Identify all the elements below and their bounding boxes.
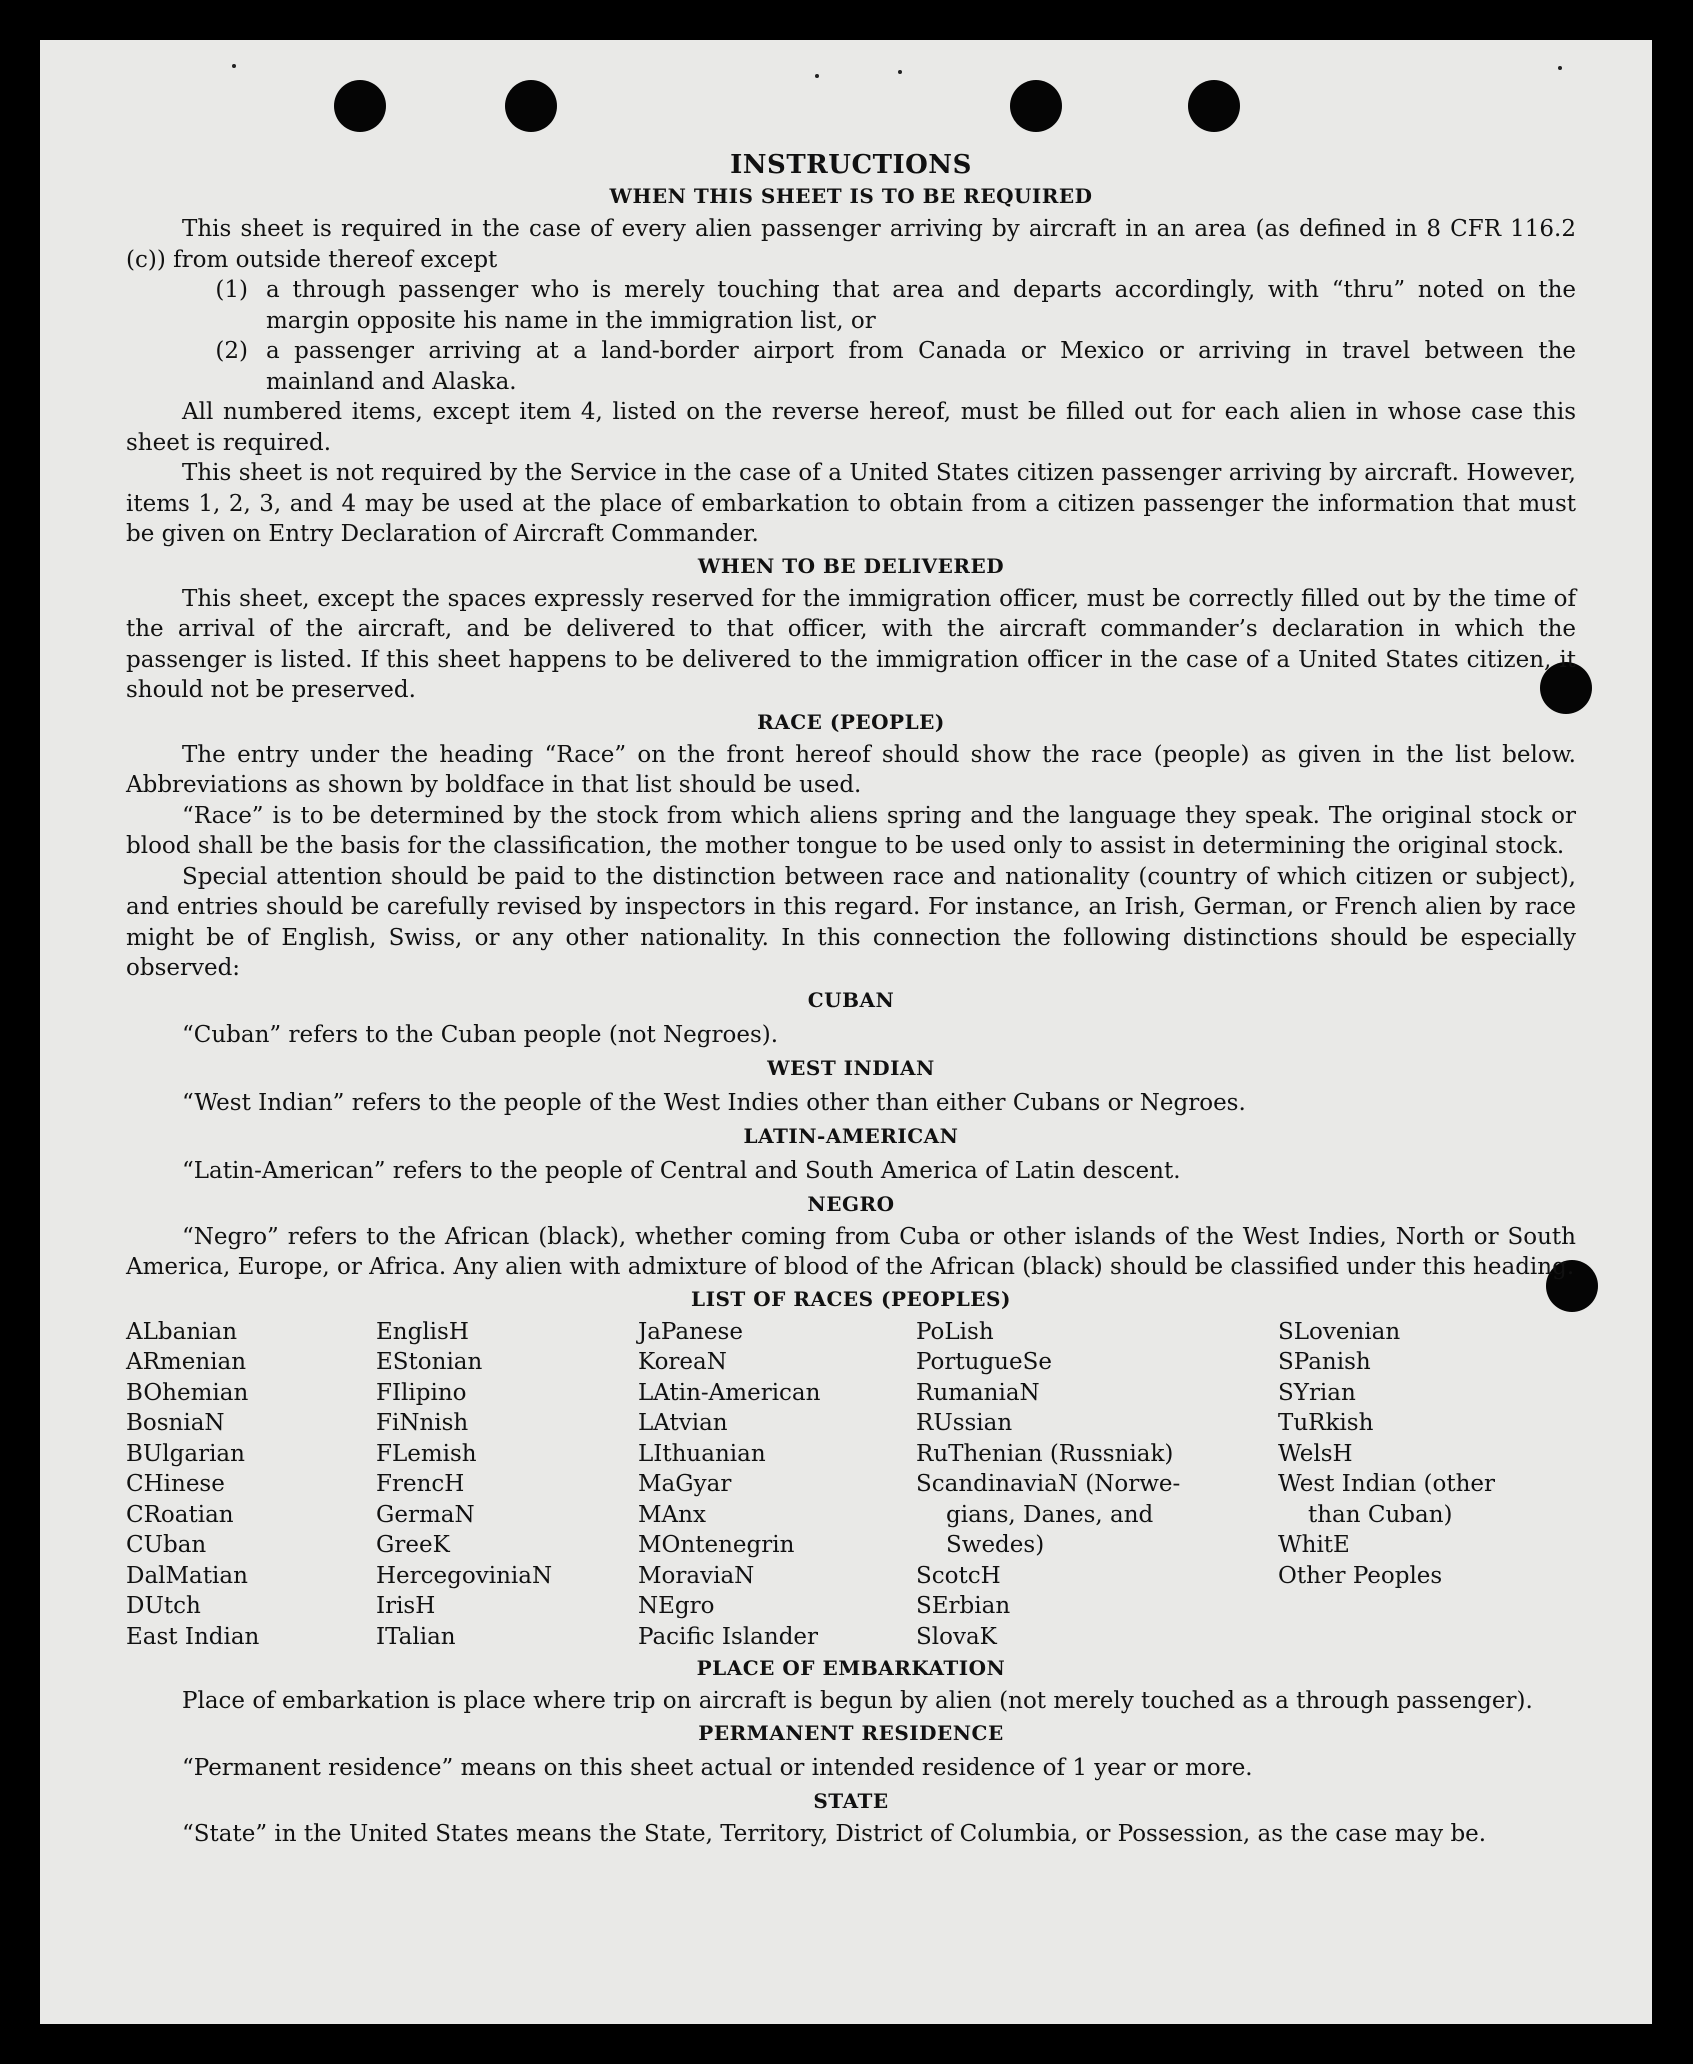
- race-entry: IrisH: [376, 1593, 436, 1619]
- race-entry: EnglisH: [376, 1318, 469, 1345]
- race-entry: West Indian (other: [1278, 1471, 1496, 1497]
- heading-embarkation: PLACE OF EMBARKATION: [696, 1656, 1006, 1680]
- race-para2: “Race” is to be determined by the stock from which aliens spring and the language they speak. The original stock or blood shall be the basis for the classification, the mother tongue to be used only to assist in determining the original stock.: [126, 802, 1576, 859]
- race-entry: PoLish: [916, 1318, 994, 1345]
- embarkation-definition: Place of embarkation is place where trip on aircraft is begun by alien (not merely touched as a through passenger).: [182, 1688, 1533, 1714]
- races-list: [126, 1317, 1576, 1653]
- race-entry: RUssian: [916, 1410, 1013, 1436]
- exception-number: (2): [215, 338, 248, 364]
- race-entry: CHinese: [126, 1471, 225, 1497]
- heading-race: RACE (PEOPLE): [757, 709, 945, 734]
- cuban-definition: “Cuban” refers to the Cuban people (not Negroes).: [182, 1021, 779, 1048]
- exception-number: (1): [215, 277, 248, 303]
- race-para3: Special attention should be paid to the distinction between race and nationality (country of which citizen or subject), and entries should be carefully revised by inspectors in this regard. For instance, an Irish, German, or French alien by race might be of English, Swiss, or any other nationality. In this connection the following distinctions should be especially observed:: [126, 863, 1576, 981]
- race-entry: SPanish: [1278, 1349, 1371, 1375]
- race-entry: EStonian: [376, 1349, 483, 1375]
- race-entry: KoreaN: [638, 1349, 727, 1375]
- race-entry: PortugueSe: [916, 1349, 1052, 1375]
- race-entry: WelsH: [1278, 1440, 1353, 1467]
- race-entry: LAtin-American: [638, 1379, 821, 1406]
- exception-item: [126, 275, 1576, 336]
- race-entry: MOntenegrin: [638, 1532, 795, 1558]
- punch-hole: [1188, 80, 1240, 132]
- race-para1: The entry under the heading “Race” on the front hereof should show the race (people) as given in the list below. Abbreviations as shown by boldface in that list should be used.: [126, 741, 1576, 798]
- race-entry: GermaN: [376, 1501, 475, 1528]
- race-entry: ARmenian: [126, 1349, 247, 1375]
- race-entry: GreeK: [376, 1532, 450, 1558]
- race-entry: FLemish: [376, 1440, 477, 1467]
- race-entry-continuation: gians, Danes, and: [946, 1501, 1154, 1528]
- race-entry: RuThenian (Russniak): [916, 1440, 1174, 1467]
- race-entry: ALbanian: [126, 1318, 238, 1345]
- punch-hole: [1010, 80, 1062, 132]
- when-delivered-para: This sheet, except the spaces expressly reserved for the immigration officer, must be correctly filled out by the time of the arrival of the aircraft, and be delivered to that officer, with the aircraft commander’s declaration in which the passenger is listed. If this sheet happens to be delivered to the immigration officer in the case of a United States citizen, it should not be preserved.: [126, 585, 1576, 703]
- heading-negro: NEGRO: [807, 1191, 895, 1216]
- race-entry: BosniaN: [126, 1410, 225, 1436]
- race-entry: BUlgarian: [126, 1440, 245, 1467]
- race-entry: HercegoviniaN: [376, 1562, 553, 1589]
- document-page: [40, 40, 1652, 2024]
- race-entry: DUtch: [126, 1593, 201, 1619]
- state-definition: “State” in the United States means the State, Territory, District of Columbia, or Possession, as the case may be.: [182, 1820, 1487, 1847]
- race-entry: JaPanese: [638, 1318, 743, 1345]
- race-entry-continuation: Swedes): [946, 1532, 1045, 1558]
- when-required-para3: This sheet is not required by the Service in the case of a United States citizen passenger arriving by aircraft. However, items 1, 2, 3, and 4 may be used at the place of embarkation to obtain from a citizen passenger the information that must be given on Entry Declaration of Aircraft Commander.: [126, 460, 1576, 547]
- race-entry: DalMatian: [126, 1562, 248, 1589]
- races-column: [126, 1317, 376, 1653]
- race-entry: SYrian: [1278, 1379, 1356, 1406]
- when-required-intro: This sheet is required in the case of every alien passenger arriving by aircraft in an area (as defined in 8 CFR 116.2 (c)) from outside thereof except: [126, 216, 1576, 273]
- race-entry: CUban: [126, 1532, 207, 1558]
- race-entry: NEgro: [638, 1593, 715, 1619]
- race-entry: RumaniaN: [916, 1379, 1040, 1406]
- residence-definition: “Permanent residence” means on this sheet actual or intended residence of 1 year or more.: [182, 1754, 1253, 1781]
- race-entry: SlovaK: [916, 1623, 997, 1650]
- heading-latin-american: LATIN-AMERICAN: [743, 1123, 959, 1148]
- west-indian-definition: “West Indian” refers to the people of the West Indies other than either Cubans or Negroes.: [182, 1089, 1246, 1116]
- race-entry: ScotcH: [916, 1562, 1001, 1589]
- heading-state: STATE: [813, 1788, 889, 1813]
- race-entry: MAnx: [638, 1501, 706, 1528]
- races-column: [1278, 1317, 1568, 1653]
- race-entry: FiNnish: [376, 1410, 469, 1436]
- race-entry: BOhemian: [126, 1379, 249, 1406]
- race-entry: Pacific Islander: [638, 1623, 819, 1650]
- exception-item: [126, 336, 1576, 397]
- race-entry: ITalian: [376, 1623, 456, 1650]
- exception-text: a through passenger who is merely touching that area and departs accordingly, with “thru” noted on the margin opposite his name in the immigration list, or: [266, 277, 1576, 334]
- race-entry: MaGyar: [638, 1471, 732, 1497]
- race-entry: TuRkish: [1278, 1410, 1374, 1436]
- race-entry: MoraviaN: [638, 1562, 755, 1589]
- race-entry: FrencH: [376, 1471, 465, 1497]
- race-entry: CRoatian: [126, 1501, 234, 1528]
- races-column: [916, 1317, 1278, 1653]
- speck: [1558, 66, 1562, 70]
- heading-when-required: WHEN THIS SHEET IS TO BE REQUIRED: [609, 184, 1093, 208]
- heading-when-delivered: WHEN TO BE DELIVERED: [697, 553, 1005, 578]
- races-column: [638, 1317, 916, 1653]
- race-entry: Other Peoples: [1278, 1562, 1443, 1589]
- punch-hole: [505, 80, 557, 132]
- race-entry: SLovenian: [1278, 1318, 1401, 1345]
- negro-definition: “Negro” refers to the African (black), whether coming from Cuba or other islands of the West Indies, North or South America, Europe, or Africa. Any alien with admixture of blood of the African (black) should be classified under this heading.: [126, 1223, 1576, 1280]
- race-entry: ScandinaviaN (Norwe-: [916, 1471, 1181, 1497]
- heading-list-of-races: LIST OF RACES (PEOPLES): [691, 1286, 1011, 1311]
- punch-hole: [334, 80, 386, 132]
- race-entry: FIlipino: [376, 1379, 467, 1406]
- exception-text: a passenger arriving at a land-border airport from Canada or Mexico or arriving in travel between the mainland and Alaska.: [266, 338, 1576, 395]
- race-entry: SErbian: [916, 1593, 1011, 1619]
- heading-west-indian: WEST INDIAN: [767, 1055, 935, 1080]
- heading-cuban: CUBAN: [807, 987, 895, 1012]
- latin-american-definition: “Latin-American” refers to the people of Central and South America of Latin descent.: [182, 1157, 1181, 1184]
- race-entry-continuation: than Cuban): [1308, 1501, 1453, 1528]
- speck: [898, 70, 902, 74]
- when-required-para2: All numbered items, except item 4, listed on the reverse hereof, must be filled out for each alien in whose case this sheet is required.: [126, 399, 1576, 456]
- race-entry: LAtvian: [638, 1410, 728, 1436]
- race-entry: WhitE: [1278, 1532, 1350, 1558]
- speck: [815, 74, 819, 78]
- speck: [232, 64, 236, 68]
- race-entry: East Indian: [126, 1623, 260, 1650]
- instructions-content: [126, 150, 1576, 1849]
- races-column: [376, 1317, 638, 1653]
- heading-residence: PERMANENT RESIDENCE: [698, 1720, 1004, 1745]
- page-title: INSTRUCTIONS: [730, 150, 972, 180]
- race-entry: LIthuanian: [638, 1440, 766, 1467]
